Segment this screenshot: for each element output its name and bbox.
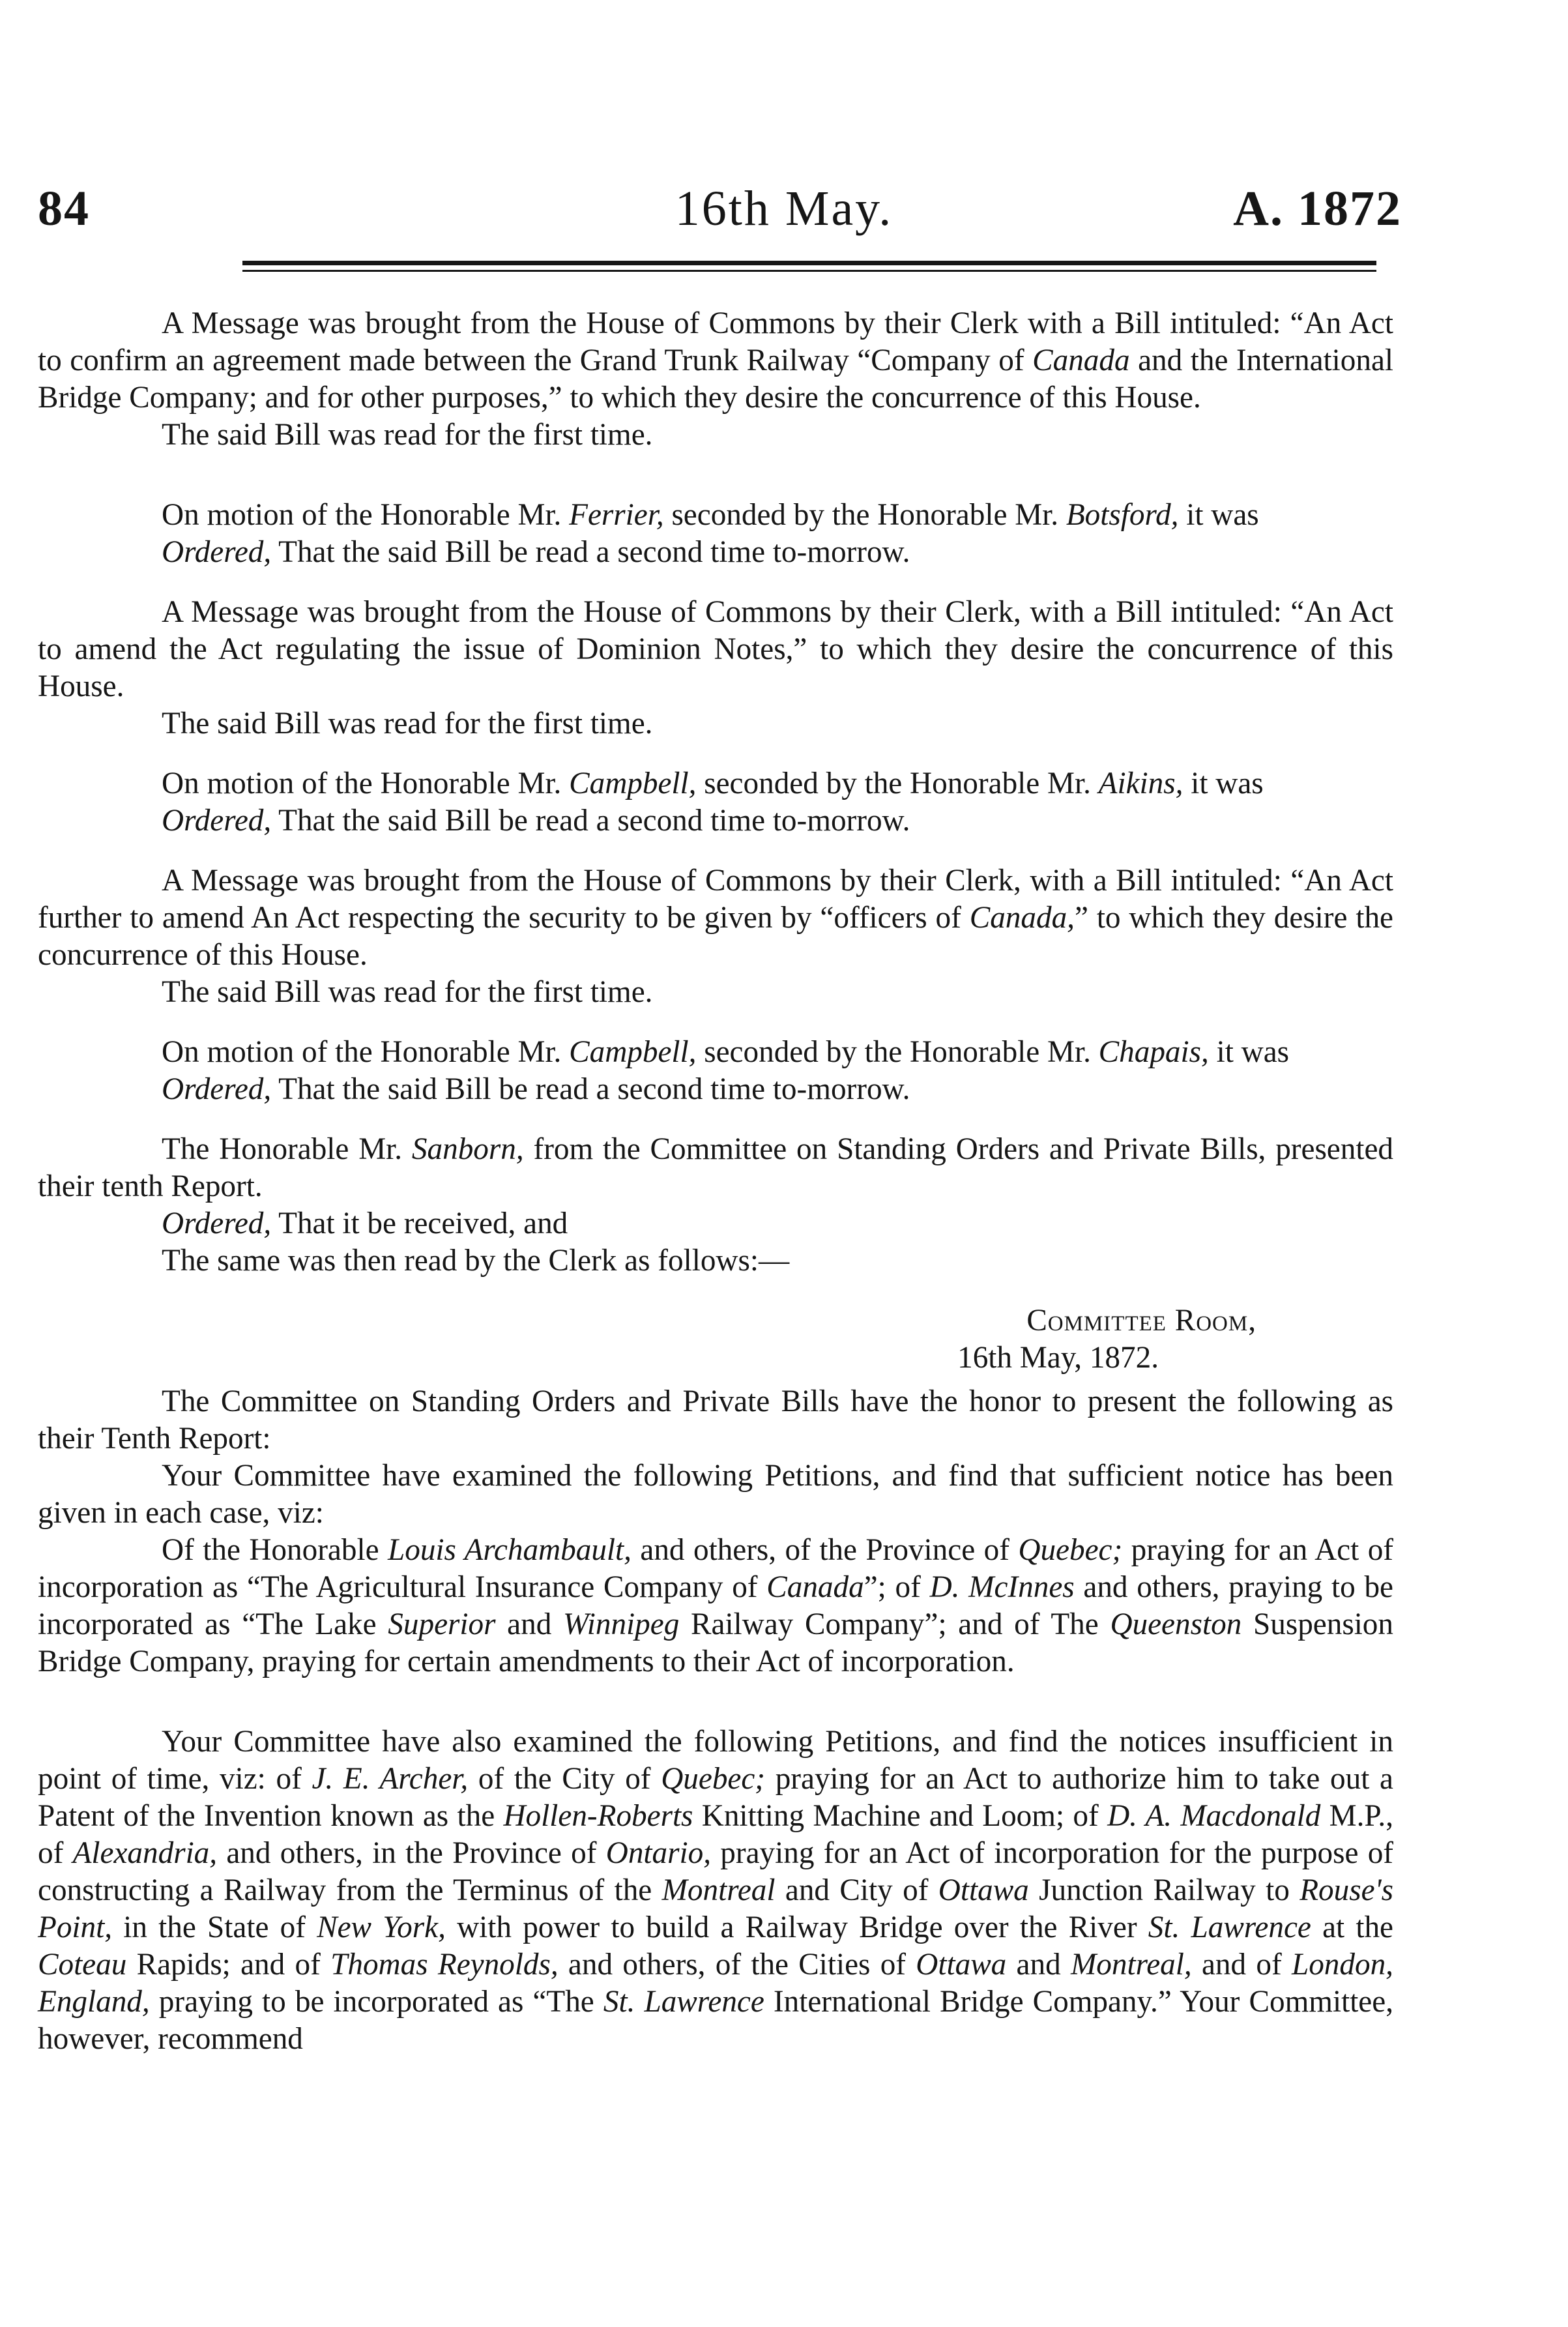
message-paragraph-2: A Message was brought from the House of Commons by their Clerk, with a Bill intituled: “An Act to amend the Act regulating the issue of Dominion Notes,” to which they desire the concurrence of this House.: [38, 595, 1393, 703]
motion-paragraph-1: On motion of the Honorable Mr. Ferrier, seconded by the Honorable Mr. Botsford, it was: [162, 498, 1259, 532]
first-reading-line-2: The said Bill was read for the first time.: [162, 707, 653, 740]
order-line-2: Ordered, That the said Bill be read a second time to-morrow.: [162, 804, 910, 838]
motion-paragraph-3: On motion of the Honorable Mr. Campbell, seconded by the Honorable Mr. Chapais, it was: [162, 1035, 1289, 1069]
order-line-1: Ordered, That the said Bill be read a second time to-morrow.: [162, 535, 910, 569]
committee-date-line: 16th May, 1872.: [957, 1341, 1159, 1375]
sufficient-notice-paragraph: Your Committee have examined the following Petitions, and find that sufficient notice has been given in each case, viz:: [38, 1459, 1393, 1530]
report-intro-paragraph: The Committee on Standing Orders and Private Bills have the honor to present the following as their Tenth Report:: [38, 1384, 1393, 1456]
committee-room-line: Committee Room,: [1026, 1304, 1256, 1338]
header-year: A. 1872: [1233, 181, 1402, 236]
order-line-3: Ordered, That the said Bill be read a second time to-morrow.: [162, 1072, 910, 1106]
petitions-sufficient-paragraph: Of the Honorable Louis Archambault, and others, of the Province of Quebec; praying for an Act of incorporation as “The Agricultural Insurance Company of Canada”; of D. McInnes and others, praying to be incorporated as “The Lake Superior and Winnipeg Railway Company”; and of The Queenston Suspension Bridge Company, praying for certain amendments to their Act of incorporation.: [38, 1533, 1393, 1678]
message-paragraph-1: A Message was brought from the House of Commons by their Clerk with a Bill intituled: “An Act to confirm an agreement made between the Grand Trunk Railway “Company of Canada and the International Bridge Company; and for other purposes,” to which they desire the concurrence of this House.: [38, 306, 1393, 415]
header-rule-thick: [242, 261, 1376, 265]
page-number: 84: [38, 181, 90, 236]
message-paragraph-3: A Message was brought from the House of Commons by their Clerk, with a Bill intituled: “An Act further to amend An Act respecting the security to be given by “officers of Canada,” to which they desire the concurrence of this House.: [38, 864, 1394, 972]
header-rule-thin: [242, 270, 1376, 272]
first-reading-line-3: The said Bill was read for the first time.: [162, 975, 653, 1009]
motion-paragraph-2: On motion of the Honorable Mr. Campbell, seconded by the Honorable Mr. Aikins, it was: [162, 767, 1264, 800]
read-by-clerk-line: The same was then read by the Clerk as follows:—: [162, 1244, 790, 1278]
running-header: [0, 179, 1568, 251]
order-received-line: Ordered, That it be received, and: [162, 1207, 568, 1240]
header-date: 16th May.: [675, 181, 893, 236]
report-presented-paragraph: The Honorable Mr. Sanborn, from the Committee on Standing Orders and Private Bills, presented their tenth Report.: [38, 1132, 1393, 1203]
journal-body: [38, 305, 1393, 2058]
first-reading-line-1: The said Bill was read for the first time.: [162, 418, 653, 452]
petitions-insufficient-paragraph: Your Committee have also examined the following Petitions, and find the notices insufficient in point of time, viz: of J. E. Archer, of the City of Quebec; praying for an Act to authorize him to take out a Patent of the Invention known as the Hollen-Roberts Knitting Machine and Loom; of D. A. Macdonald M.P., of Alexandria, and others, in the Province of Ontario, praying for an Act of incorporation for the purpose of constructing a Railway from the Terminus of the Montreal and City of Ottawa Junction Railway to Rouse's Point, in the State of New York, with power to build a Railway Bridge over the River St. Lawrence at the Coteau Rapids; and of Thomas Reynolds, and others, of the Cities of Ottawa and Montreal, and of London, England, praying to be incorporated as “The St. Lawrence International Bridge Company.” Your Committee, however, recommend: [38, 1725, 1394, 2056]
